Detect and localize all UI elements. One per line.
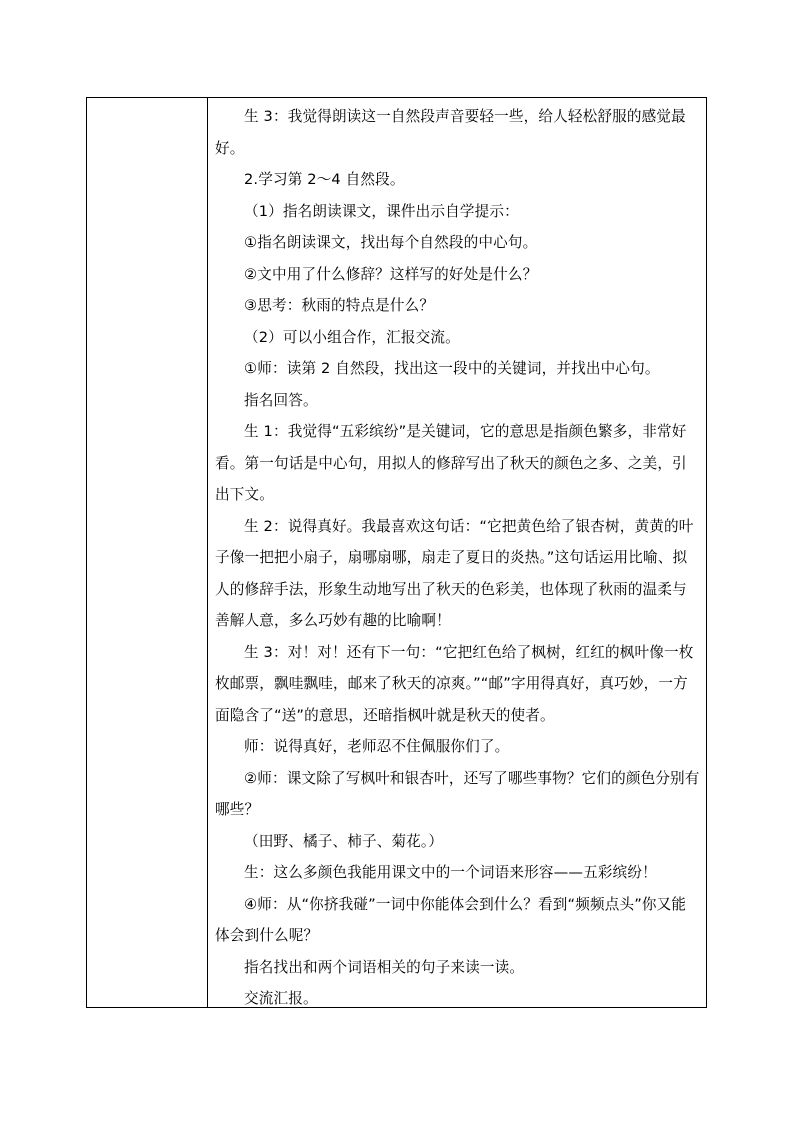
- paragraph: （1）指名朗读课文，课件出示自学提示：: [244, 202, 519, 220]
- paragraph: ③思考：秋雨的特点是什么？: [244, 297, 435, 314]
- paragraph: ②师：课文除了写枫叶和银杏叶，还写了哪些事物？它们的颜色分别有哪些？: [215, 769, 700, 818]
- paragraph: （2）可以小组合作，汇报交流。: [244, 328, 460, 346]
- left-column-cell: [87, 98, 208, 1007]
- paragraph: 生 3：我觉得朗读这一自然段声音要轻一些，给人轻松舒服的感觉最好。: [215, 108, 686, 157]
- paragraph: 2.学习第 2～4 自然段。: [244, 171, 405, 188]
- paragraph: ②文中用了什么修辞？这样写的好处是什么？: [244, 265, 538, 283]
- paragraph: （田野、橘子、柿子、菊花。）: [244, 832, 444, 850]
- paragraph: 生 1：我觉得“五彩缤纷”是关键词，它的意思是指颜色繁多，非常好看。第一句话是中心句，用拟人的修辞写出了秋天的颜色之多、之美，引出下文。: [215, 423, 687, 503]
- paragraph: 生 2：说得真好。我最喜欢这句话：“它把黄色给了银杏树，黄黄的叶子像一把把小扇子，扇哪扇哪，扇走了夏日的炎热。”这句话运用比喻、拟人的修辞手法，形象生动地写出了秋天的色彩美，也体现了秋雨的温柔与善解人意，多么巧妙有趣的比喻啊！: [215, 517, 694, 629]
- paragraph: ①指名朗读课文，找出每个自然段的中心句。: [244, 234, 538, 251]
- paragraph: 师：说得真好，老师忍不住佩服你们了。: [244, 738, 510, 755]
- paragraph: ④师：从“你挤我碰”一词中你能体会到什么？看到“频频点头”你又能体会到什么呢？: [215, 895, 687, 944]
- right-column-cell: [208, 98, 706, 1007]
- paragraph: 指名找出和两个词语相关的句子来读一读。: [244, 958, 525, 976]
- paragraph: 生：这么多颜色我能用课文中的一个词语来形容——五彩缤纷！: [244, 864, 657, 881]
- lesson-table: [86, 97, 707, 1008]
- paragraph: 交流汇报。: [244, 990, 318, 1007]
- paragraph: ①师：读第 2 自然段，找出这一段中的关键词，并找出中心句。: [244, 360, 660, 377]
- paragraph: 生 3：对！对！还有下一句：“它把红色给了枫树，红红的枫叶像一枚枚邮票，飘哇飘哇，邮来了秋天的凉爽。”“邮”字用得真好，真巧妙，一方面隐含了“送”的意思，还暗指枫叶就是秋天的使者。: [215, 643, 694, 724]
- paragraph: 指名回答。: [244, 391, 318, 409]
